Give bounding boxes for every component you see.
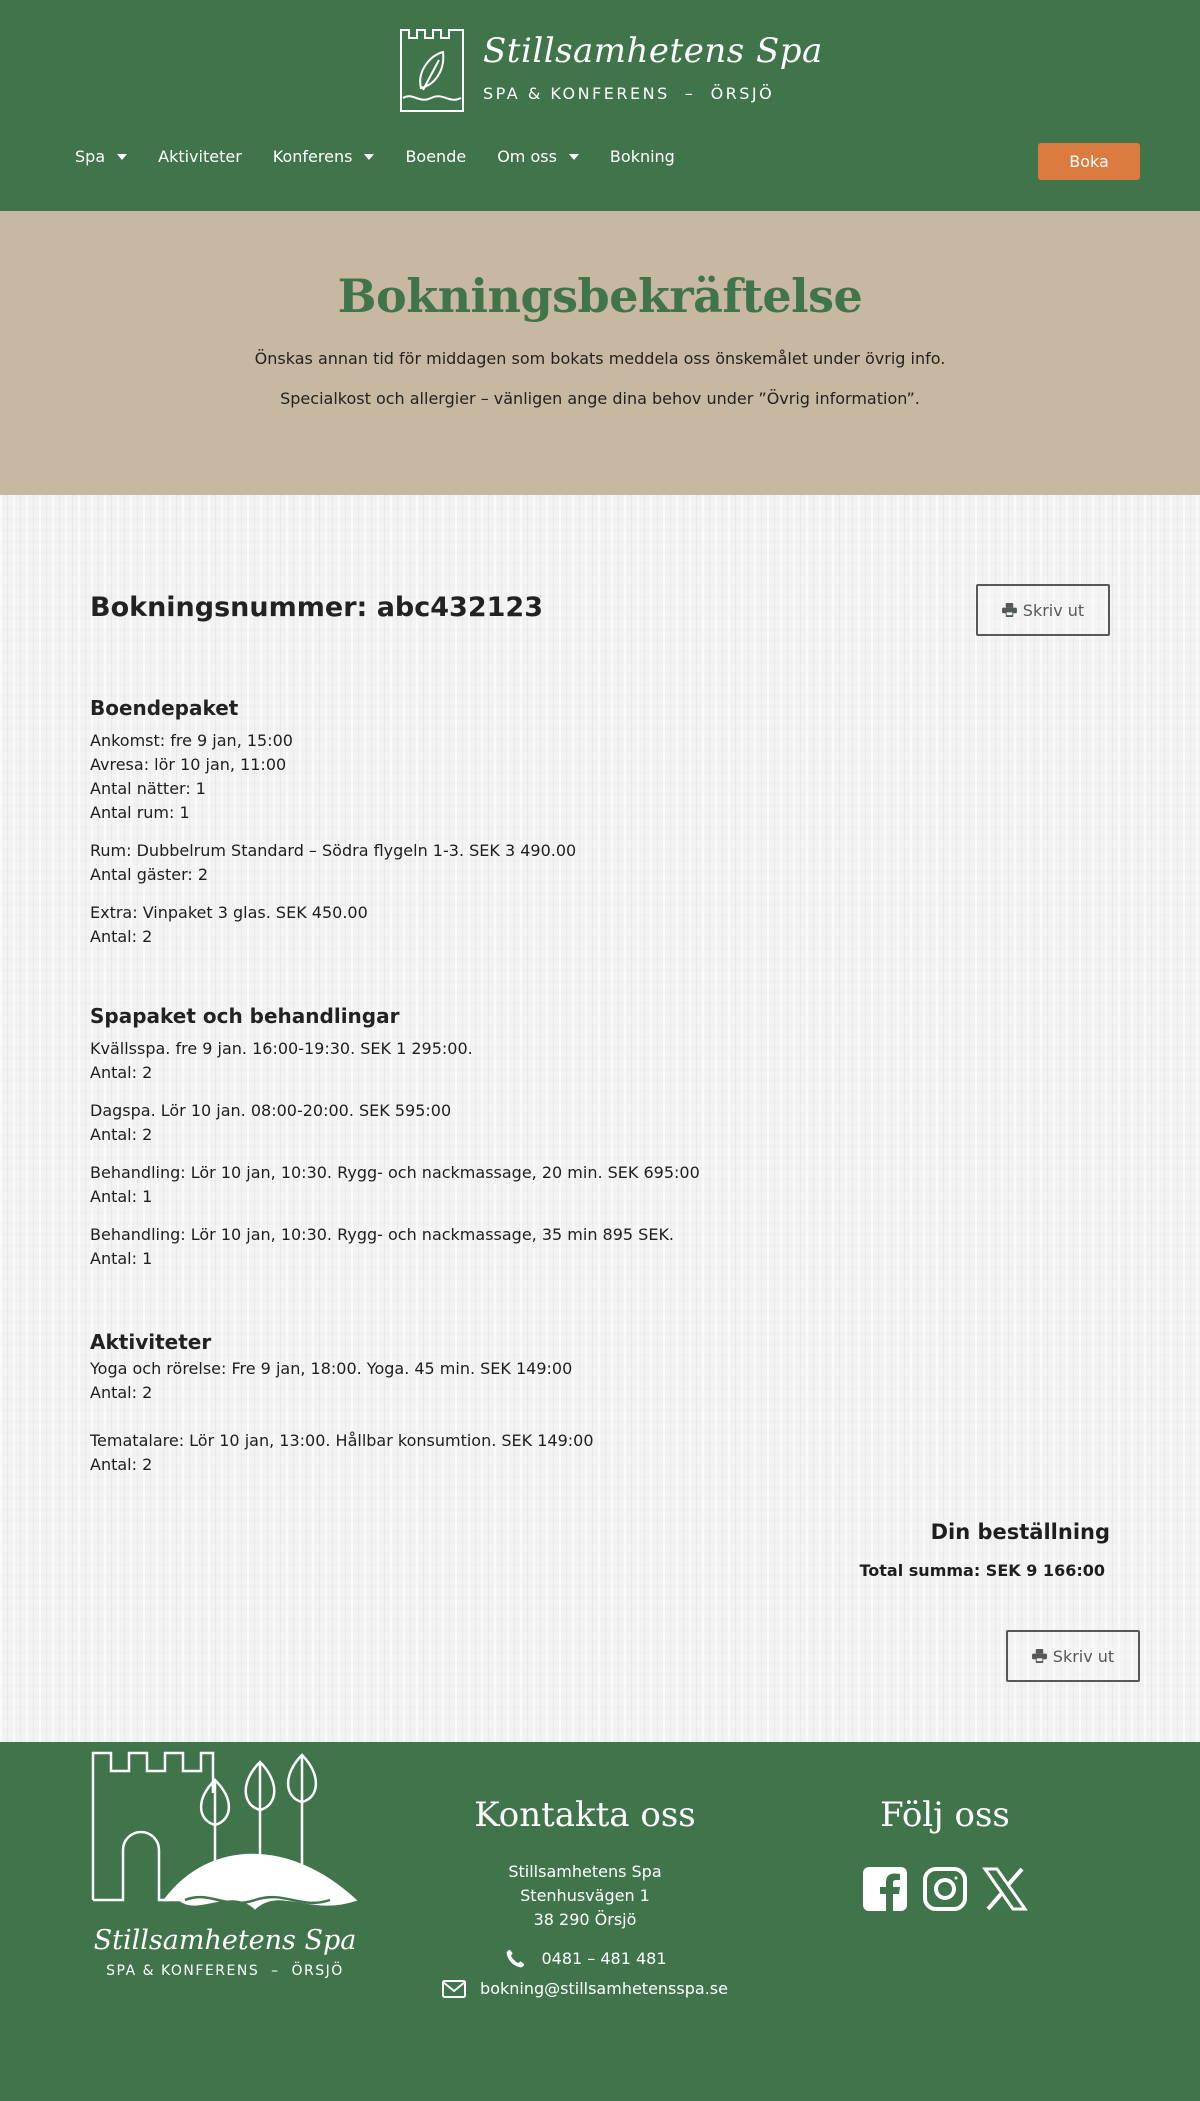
booking-group [90,839,950,887]
hero-info-dinner: Önskas annan tid för middagen som bokats meddela oss önskemålet under övrig info. [254,349,946,369]
order-summary-heading: Din beställning [930,1520,1110,1544]
booking-line: Antal: 1 [90,1249,153,1268]
mail-icon [442,1978,466,2000]
section-heading: Aktiviteter [90,1330,212,1354]
contact-heading: Kontakta oss [474,1795,696,1835]
printer-icon [1032,1649,1047,1663]
nav-item-boende[interactable] [405,147,466,166]
booking-line: Antal nätter: 1 [90,779,206,798]
phone-link[interactable] [420,1948,750,1970]
booking-line: Avresa: lör 10 jan, 11:00 [90,755,287,774]
booking-line: Antal: 2 [90,1125,153,1144]
boka-button[interactable]: Boka [1038,143,1140,180]
chevron-down-icon [117,154,127,160]
nav-item-spa[interactable] [75,147,127,166]
nav-item-om-oss[interactable] [497,147,579,166]
booking-line: Antal: 2 [90,1383,153,1402]
print-button-bottom[interactable] [1006,1630,1140,1682]
main-nav [75,147,706,166]
instagram-icon[interactable] [922,1866,968,1912]
booking-line: Extra: Vinpaket 3 glas. SEK 450.00 [90,903,368,922]
site-footer [0,1742,1200,2101]
follow-heading: Följ oss [880,1795,1010,1835]
nav-label: Spa [75,147,106,166]
footer-logo[interactable] [90,1750,370,1980]
order-total: Total summa: SEK 9 166:00 [859,1561,1105,1580]
booking-group [90,1099,950,1147]
booking-group [90,1429,950,1477]
contact-block [420,1794,750,2000]
booking-line: Behandling: Lör 10 jan, 10:30. Rygg- och nackmassage, 20 min. SEK 695:00 [90,1163,700,1182]
nav-label: Konferens [272,147,353,166]
social-links [845,1866,1045,1912]
booking-line: Kvällsspa. fre 9 jan. 16:00-19:30. SEK 1 295:00. [90,1039,473,1058]
booking-line: Tematalare: Lör 10 jan, 13:00. Hållbar konsumtion. SEK 149:00 [90,1431,594,1450]
booking-line: Behandling: Lör 10 jan, 10:30. Rygg- och nackmassage, 35 min 895 SEK. [90,1225,675,1244]
booking-line: Rum: Dubbelrum Standard – Södra flygeln 1-3. SEK 3 490.00 [90,841,577,860]
section-heading: Spapaket och behandlingar [90,1004,400,1028]
chevron-down-icon [364,154,374,160]
page-title: Bokningsbekräftelse [337,269,863,323]
printer-icon [1002,603,1017,617]
print-label: Skriv ut [1022,600,1085,620]
nav-item-aktiviteter[interactable] [158,147,242,166]
phone-number: 0481 – 481 481 [541,1949,667,1968]
booking-line: Antal: 2 [90,1455,153,1474]
site-logo[interactable] [399,28,823,113]
print-button-top[interactable] [976,584,1110,636]
castle-trees-logo-icon [90,1750,360,1918]
tower-leaf-logo-icon [399,28,465,113]
hero-info-diet: Specialkost och allergier – vänligen ange dina behov under ”Övrig information”. [280,389,920,409]
section-aktiviteter [90,1329,950,1477]
address [420,1860,750,1932]
nav-label: Boende [405,147,467,166]
nav-label: Aktiviteter [158,147,242,166]
booking-line: Yoga och rörelse: Fre 9 jan, 18:00. Yoga. 45 min. SEK 149:00 [90,1359,573,1378]
logo-subtitle: SPA & KONFERENS – ÖRSJÖ [483,84,775,103]
facebook-icon[interactable] [862,1866,908,1912]
section-boendepaket [90,695,950,949]
address-line: Stenhusvägen 1 [520,1886,650,1905]
booking-line: Antal gäster: 2 [90,865,209,884]
footer-logo-subtitle: SPA & KONFERENS – ÖRSJÖ [106,1963,344,1979]
nav-label: Bokning [609,147,675,166]
print-label: Skriv ut [1052,1646,1115,1666]
address-line: 38 290 Örsjö [533,1910,637,1929]
email-link[interactable] [420,1978,750,2000]
x-icon[interactable] [982,1866,1028,1912]
nav-item-konferens[interactable] [273,147,375,166]
booking-group [90,901,950,949]
address-line: Stillsamhetens Spa [508,1862,662,1881]
chevron-down-icon [569,154,579,160]
email-address: bokning@stillsamhetensspa.se [480,1979,728,1998]
follow-block [845,1794,1045,1912]
site-header [0,0,1200,211]
booking-line: Antal: 1 [90,1187,153,1206]
nav-label: Om oss [497,147,557,166]
booking-content [0,495,1200,1742]
booking-line: Dagspa. Lör 10 jan. 08:00-20:00. SEK 595:00 [90,1101,452,1120]
booking-group [90,1223,950,1271]
nav-item-bokning[interactable] [610,147,675,166]
booking-line: Antal: 2 [90,1063,153,1082]
footer-logo-script: Stillsamhetens Spa [93,1925,357,1956]
booking-group [90,1161,950,1209]
section-spapaket [90,1003,950,1271]
section-heading: Boendepaket [90,696,239,720]
logo-script-text: Stillsamhetens Spa [483,31,823,71]
booking-number: Bokningsnummer: abc432123 [90,592,543,623]
booking-line: Antal rum: 1 [90,803,190,822]
booking-group [90,729,950,825]
hero-banner [0,211,1200,495]
phone-icon [503,1948,527,1970]
booking-line: Ankomst: fre 9 jan, 15:00 [90,731,293,750]
booking-line: Antal: 2 [90,927,153,946]
booking-group [90,1037,950,1085]
booking-group [90,1357,950,1405]
